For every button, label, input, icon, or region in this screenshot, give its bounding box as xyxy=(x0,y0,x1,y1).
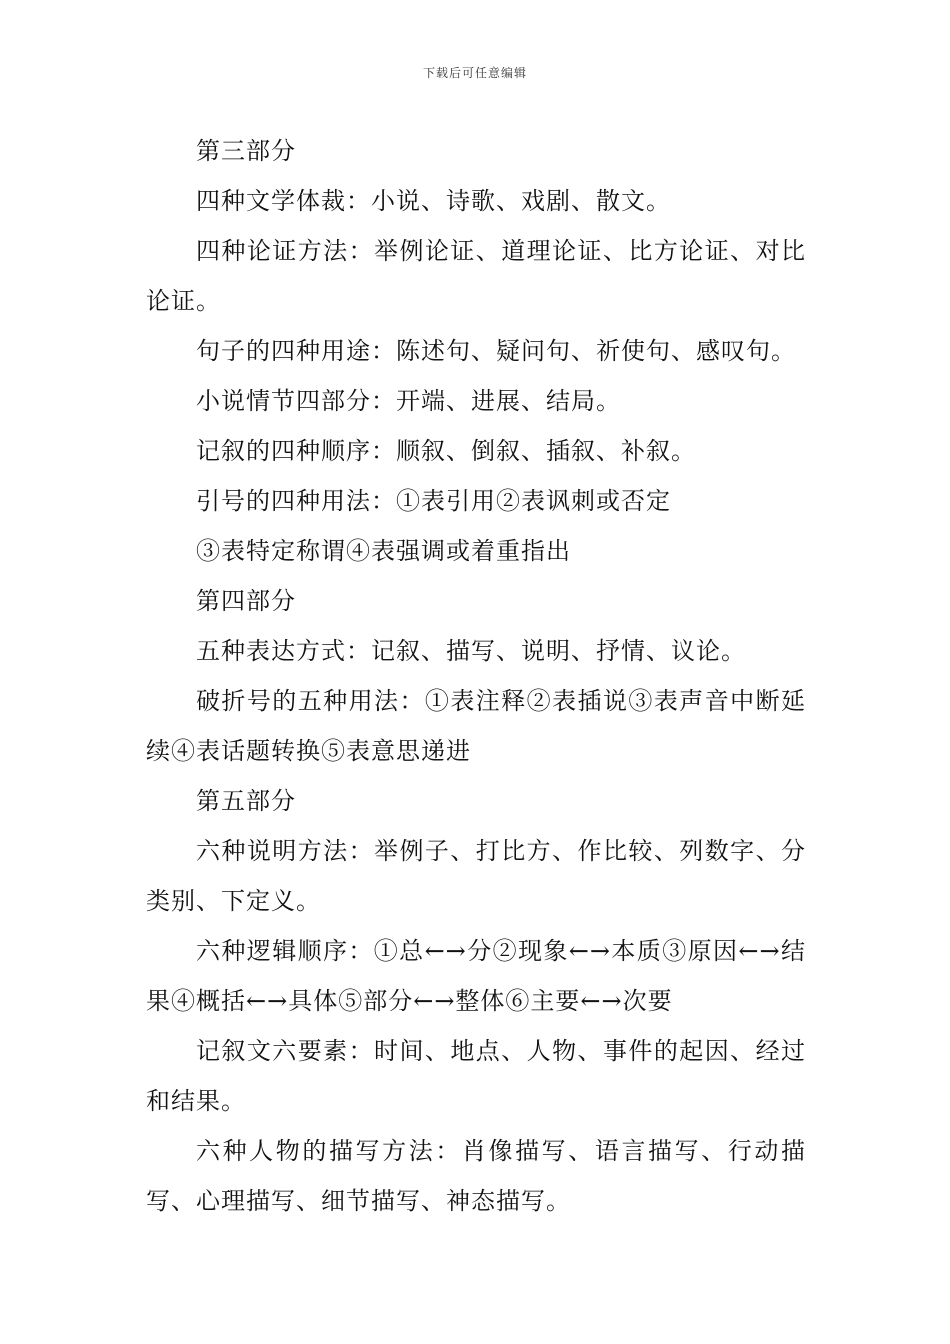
paragraph-explanation-methods: 六种说明方法：举例子、打比方、作比较、列数字、分类别、下定义。 xyxy=(146,837,806,915)
section-heading-4: 第四部分 xyxy=(196,587,296,615)
paragraph-plot-parts: 小说情节四部分：开端、进展、结局。 xyxy=(196,387,621,415)
paragraph-literary-genres: 四种文学体裁：小说、诗歌、戏剧、散文。 xyxy=(196,187,671,215)
paragraph-quote-uses-1: 引号的四种用法：①表引用②表讽刺或否定 xyxy=(196,487,671,515)
paragraph-argument-methods: 四种论证方法：举例论证、道理论证、比方论证、对比论证。 xyxy=(146,237,806,315)
section-heading-5: 第五部分 xyxy=(196,787,296,815)
section-heading-3: 第三部分 xyxy=(196,137,296,165)
page-header: 下载后可任意编辑 xyxy=(422,66,527,80)
paragraph-narrative-elements: 记叙文六要素：时间、地点、人物、事件的起因、经过和结果。 xyxy=(146,1037,806,1115)
paragraph-logical-orders: 六种逻辑顺序：①总←→分②现象←→本质③原因←→结果④概括←→具体⑤部分←→整体⑥主要←→次要 xyxy=(146,937,806,1015)
paragraph-expression-modes: 五种表达方式：记叙、描写、说明、抒情、议论。 xyxy=(196,637,746,665)
document-body xyxy=(146,126,806,1226)
paragraph-character-description: 六种人物的描写方法：肖像描写、语言描写、行动描写、心理描写、细节描写、神态描写。 xyxy=(146,1137,806,1215)
paragraph-quote-uses-2: ③表特定称谓④表强调或着重指出 xyxy=(196,537,571,565)
paragraph-sentence-uses: 句子的四种用途：陈述句、疑问句、祈使句、感叹句。 xyxy=(196,337,796,365)
paragraph-dash-uses: 破折号的五种用法：①表注释②表插说③表声音中断延续④表话题转换⑤表意思递进 xyxy=(146,687,806,765)
paragraph-narrative-orders: 记叙的四种顺序：顺叙、倒叙、插叙、补叙。 xyxy=(196,437,696,465)
